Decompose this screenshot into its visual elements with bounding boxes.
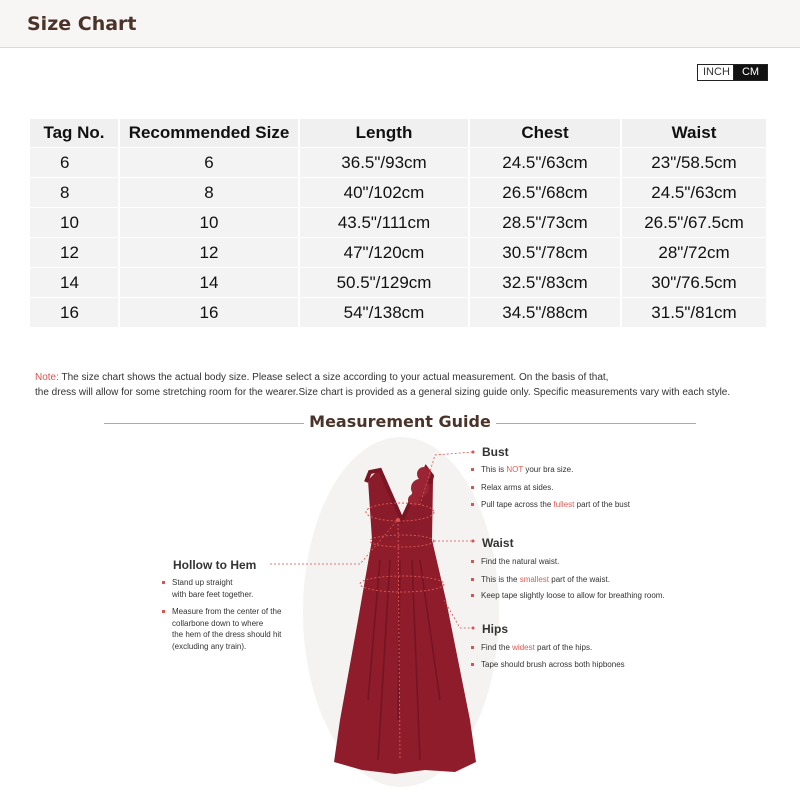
cell-tag: 14 (30, 268, 118, 297)
cell-tag: 6 (30, 148, 118, 177)
bust-bullet-3 (481, 499, 630, 511)
cell-waist: 23"/58.5cm (622, 148, 766, 177)
bust-bullet-2: Relax arms at sides. (481, 483, 554, 492)
waist-bullet-1: Find the natural waist. (481, 557, 560, 566)
cell-recommended: 8 (120, 178, 298, 207)
bust-title: Bust (482, 445, 509, 459)
waist-bullet-2 (481, 574, 610, 586)
cell-length: 54"/138cm (300, 298, 468, 327)
cell-recommended: 12 (120, 238, 298, 267)
inch-button[interactable]: INCH (697, 64, 733, 81)
dress-skirt (334, 540, 476, 774)
bust-b1-text-end: your bra size. (523, 465, 574, 474)
cell-tag: 8 (30, 178, 118, 207)
waist-b2-highlight: smallest (519, 575, 550, 584)
cell-length: 47"/120cm (300, 238, 468, 267)
hollow-title: Hollow to Hem (173, 558, 257, 572)
cell-tag: 10 (30, 208, 118, 237)
cell-length: 40"/102cm (300, 178, 468, 207)
cell-tag: 16 (30, 298, 118, 327)
col-header-tag: Tag No. (30, 119, 118, 147)
cell-length: 50.5"/129cm (300, 268, 468, 297)
note-line-2: the dress will allow for some stretching room for the wearer.Size chart is provided as a general sizing guide only. Specific measurements vary with each style. (35, 387, 731, 398)
waist-b2-text-end: part of the waist. (549, 575, 610, 584)
cell-chest: 34.5"/88cm (470, 298, 620, 327)
hips-b1-text-end: part of the hips. (534, 643, 593, 652)
hollow-bullet-1 (172, 577, 253, 600)
cell-tag: 12 (30, 238, 118, 267)
hips-b1-text: Find the (481, 643, 513, 652)
cell-chest: 24.5"/63cm (470, 148, 620, 177)
hollow-b2-line-1: Measure from the center of the (172, 607, 282, 616)
col-header-chest: Chest (470, 119, 620, 147)
col-header-recommended: Recommended Size (120, 119, 298, 147)
cell-length: 36.5"/93cm (300, 148, 468, 177)
bust-b3-highlight: fullest (553, 500, 575, 509)
hollow-b2-line-3: the hem of the dress should hit (172, 630, 282, 639)
note-line-1: The size chart shows the actual body size. Please select a size according to your actual measurement. On the basis of that, (58, 372, 609, 383)
hollow-marker (396, 518, 400, 522)
dress-rosette-3 (408, 494, 420, 506)
cell-waist: 30"/76.5cm (622, 268, 766, 297)
hips-bullet-2: Tape should brush across both hipbones (481, 660, 625, 669)
page-title: Size Chart (27, 13, 137, 35)
cell-recommended: 10 (120, 208, 298, 237)
cm-button[interactable]: CM (733, 64, 768, 81)
guide-title: Measurement Guide (309, 412, 491, 431)
cell-chest: 26.5"/68cm (470, 178, 620, 207)
waist-bullet-3: Keep tape slightly loose to allow for breathing room. (481, 591, 665, 600)
cell-chest: 32.5"/83cm (470, 268, 620, 297)
cell-chest: 28.5"/73cm (470, 208, 620, 237)
cell-waist: 26.5"/67.5cm (622, 208, 766, 237)
hollow-b1-line-2: with bare feet together. (172, 589, 254, 599)
hollow-b1-line-1: Stand up straight (172, 578, 233, 587)
cell-waist: 31.5"/81cm (622, 298, 766, 327)
cell-waist: 28"/72cm (622, 238, 766, 267)
bust-b1-text: This is (481, 465, 507, 474)
cell-recommended: 6 (120, 148, 298, 177)
waist-title: Waist (482, 536, 514, 550)
hollow-bullet-2 (172, 606, 281, 652)
cell-recommended: 14 (120, 268, 298, 297)
hollow-b2-line-2: collarbone down to where (172, 618, 264, 628)
waist-b2-text: This is the (481, 575, 520, 584)
col-header-length: Length (300, 119, 468, 147)
bust-b1-highlight: NOT (506, 465, 524, 474)
cell-waist: 24.5"/63cm (622, 178, 766, 207)
note-label: Note: (35, 372, 59, 383)
hips-b1-highlight: widest (512, 643, 535, 652)
col-header-waist: Waist (622, 119, 766, 147)
bust-b3-text-end: part of the bust (574, 500, 630, 509)
cell-recommended: 16 (120, 298, 298, 327)
bust-b3-text: Pull tape across the (481, 500, 554, 509)
hips-bullet-1 (481, 642, 592, 654)
hips-title: Hips (482, 622, 509, 636)
hollow-b2-line-4: (excluding any train). (172, 641, 247, 651)
cell-length: 43.5"/111cm (300, 208, 468, 237)
cell-chest: 30.5"/78cm (470, 238, 620, 267)
bust-bullet-1 (481, 464, 573, 476)
